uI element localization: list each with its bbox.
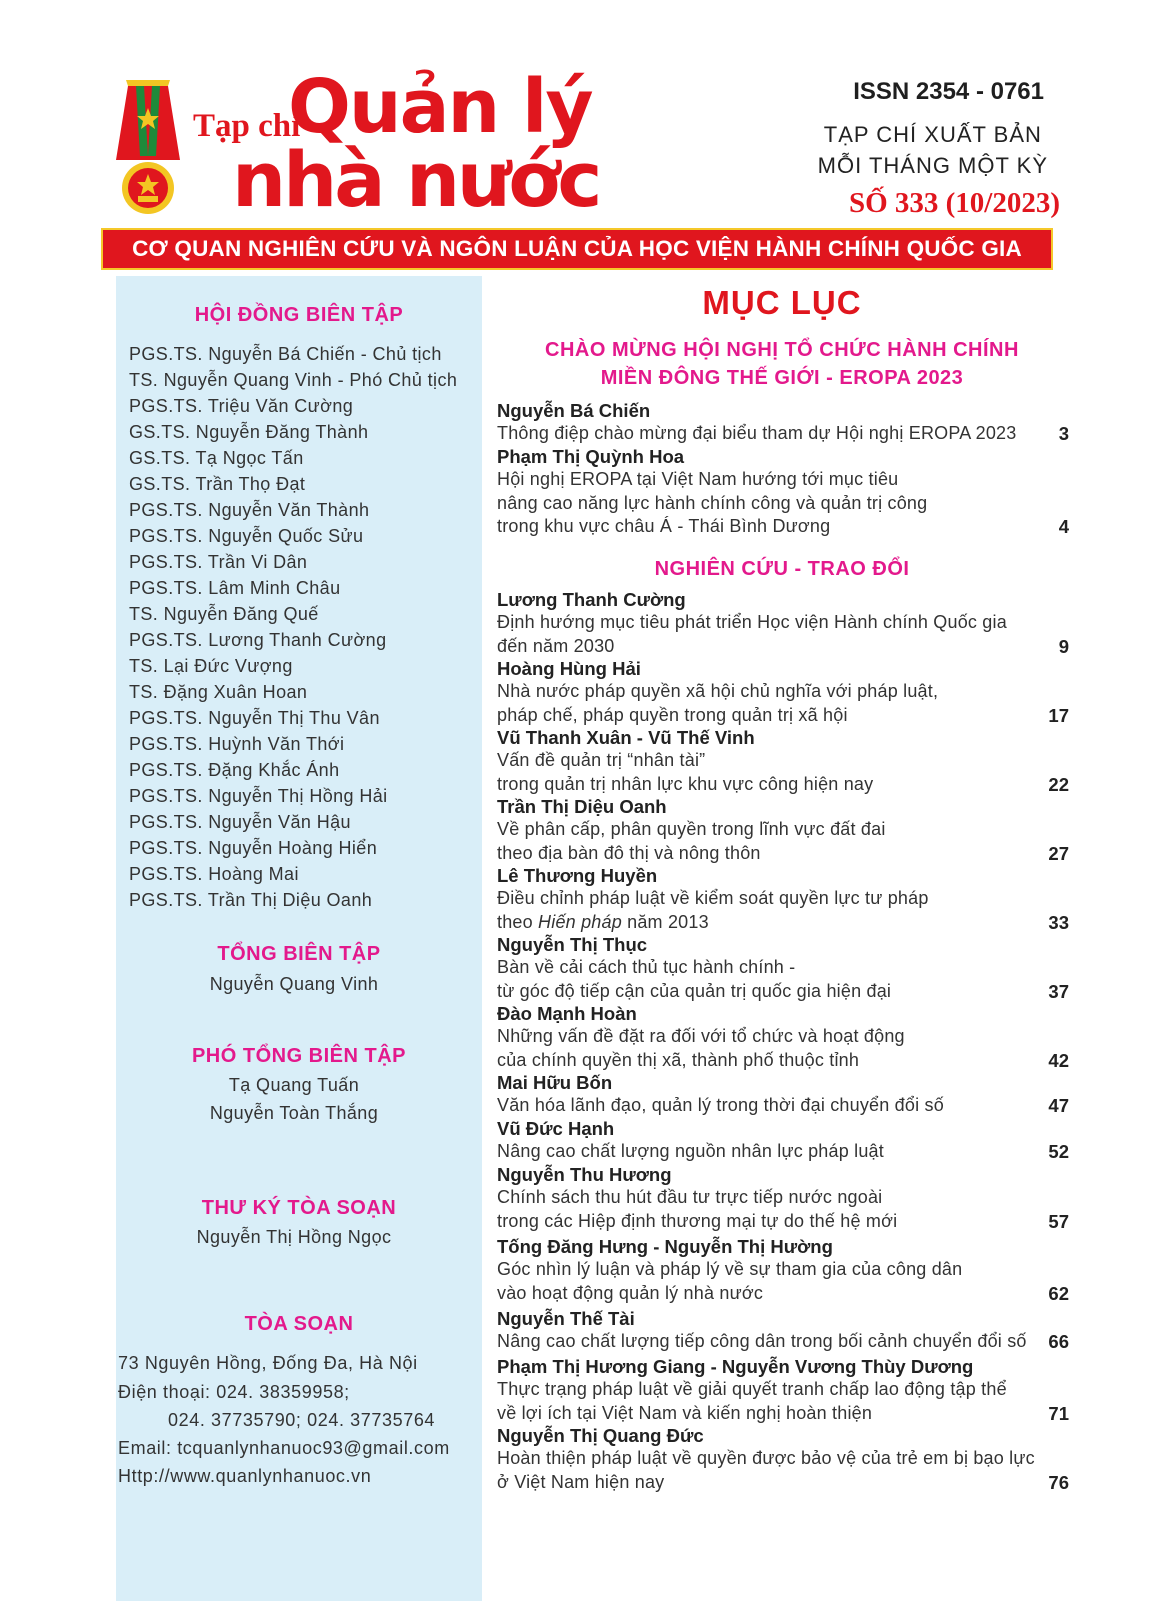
brand-prefix: Tạp chí bbox=[193, 108, 301, 144]
toc-article-title bbox=[497, 912, 709, 933]
toc-title: MỤC LỤC bbox=[702, 284, 862, 321]
toc-author: Lê Thương Huyền bbox=[497, 865, 658, 886]
toc-author: Phạm Thị Hương Giang - Nguyễn Vương Thùy Dương bbox=[497, 1356, 974, 1377]
toc-article-title: vào hoạt động quản lý nhà nước bbox=[497, 1282, 764, 1303]
board-member: PGS.TS. Trần Vi Dân bbox=[129, 552, 308, 572]
board-member: PGS.TS. Trần Thị Diệu Oanh bbox=[129, 890, 373, 910]
toc-author: Phạm Thị Quỳnh Hoa bbox=[497, 446, 685, 467]
toc-article-title: về lợi ích tại Việt Nam và kiến nghị hoàn thiện bbox=[497, 1402, 873, 1423]
deputy-editors-heading: PHÓ TỔNG BIÊN TẬP bbox=[191, 1045, 407, 1067]
toc-article-title: Nâng cao chất lượng nguồn nhân lực pháp luật bbox=[497, 1141, 884, 1161]
board-member: PGS.TS. Triệu Văn Cường bbox=[129, 396, 354, 416]
toc-article-title: Thông điệp chào mừng đại biểu tham dự Hội nghị EROPA 2023 bbox=[497, 423, 1017, 443]
deputy-editor-name: Nguyễn Toàn Thắng bbox=[209, 1103, 379, 1123]
toc-page-number: 57 bbox=[1048, 1210, 1069, 1232]
secretary-heading: THƯ KÝ TÒA SOẠN bbox=[201, 1197, 397, 1219]
board-member: PGS.TS. Nguyễn Bá Chiến - Chủ tịch bbox=[129, 344, 442, 364]
toc-section-line: CHÀO MỪNG HỘI NGHỊ TỔ CHỨC HÀNH CHÍNH bbox=[545, 339, 1019, 361]
board-member: TS. Nguyễn Quang Vinh - Phó Chủ tịch bbox=[129, 370, 458, 390]
toc-article-title: Văn hóa lãnh đạo, quản lý trong thời đại chuyển đổi số bbox=[497, 1095, 944, 1115]
toc-page-number: 9 bbox=[1058, 635, 1069, 657]
office-email: Email: tcquanlynhanuoc93@gmail.com bbox=[118, 1438, 450, 1458]
toc-article-title: Bàn về cải cách thủ tục hành chính - bbox=[497, 957, 796, 977]
toc-author: Lương Thanh Cường bbox=[497, 589, 686, 610]
toc-author: Trần Thị Diệu Oanh bbox=[497, 796, 667, 817]
toc-article-title: của chính quyền thị xã, thành phố thuộc tỉnh bbox=[497, 1049, 860, 1070]
toc-article-title: Định hướng mục tiêu phát triển Học viện Hành chính Quốc gia bbox=[497, 612, 1007, 632]
toc-section-line: MIỀN ĐÔNG THẾ GIỚI - EROPA 2023 bbox=[600, 367, 964, 389]
toc-title-part: Hiến pháp bbox=[538, 911, 622, 932]
board-member: PGS.TS. Huỳnh Văn Thới bbox=[129, 734, 345, 754]
office-heading: TÒA SOẠN bbox=[244, 1313, 354, 1335]
board-member: PGS.TS. Nguyễn Văn Thành bbox=[129, 500, 370, 520]
board-member: PGS.TS. Nguyễn Thị Hồng Hải bbox=[129, 786, 388, 806]
pub-freq-line: MỖI THÁNG MỘT KỲ bbox=[817, 153, 1048, 178]
toc-page-number: 27 bbox=[1048, 842, 1069, 864]
issn-number: ISSN 2354 - 0761 bbox=[853, 78, 1044, 105]
toc-author: Đào Mạnh Hoàn bbox=[497, 1003, 637, 1024]
toc-article-title: Góc nhìn lý luận và pháp lý về sự tham gia của công dân bbox=[497, 1259, 963, 1279]
toc-page-number: 62 bbox=[1048, 1282, 1069, 1304]
toc-page-number: 52 bbox=[1048, 1141, 1069, 1162]
toc-article-title: ở Việt Nam hiện nay bbox=[497, 1471, 665, 1492]
office-address: 73 Nguyên Hồng, Đống Đa, Hà Nội bbox=[118, 1353, 418, 1373]
toc-article-title: Chính sách thu hút đầu tư trực tiếp nước ngoài bbox=[497, 1187, 883, 1207]
board-member: TS. Lại Đức Vượng bbox=[129, 656, 293, 676]
toc-page-number: 33 bbox=[1048, 911, 1069, 933]
board-member: GS.TS. Nguyễn Đăng Thành bbox=[129, 422, 369, 442]
toc-article-title: Điều chỉnh pháp luật về kiểm soát quyền lực tư pháp bbox=[497, 888, 929, 908]
toc-author: Nguyễn Thị Thục bbox=[497, 934, 648, 955]
board-member: PGS.TS. Nguyễn Quốc Sửu bbox=[129, 526, 364, 546]
toc-page-number: 17 bbox=[1048, 704, 1069, 726]
toc-article-title: trong khu vực châu Á - Thái Bình Dương bbox=[497, 516, 831, 536]
toc-title-part: theo bbox=[497, 911, 539, 932]
board-member: TS. Đặng Xuân Hoan bbox=[129, 682, 308, 702]
board-member: PGS.TS. Nguyễn Hoàng Hiển bbox=[129, 838, 378, 858]
toc-article-title: Những vấn đề đặt ra đối với tổ chức và hoạt động bbox=[497, 1026, 905, 1046]
toc-article-title: trong các Hiệp định thương mại tự do thế hệ mới bbox=[497, 1210, 898, 1231]
toc-author: Nguyễn Thị Quang Đức bbox=[497, 1425, 704, 1446]
toc-section-heading bbox=[482, 336, 1082, 392]
toc-article-title: theo địa bàn đô thị và nông thôn bbox=[497, 842, 761, 863]
toc-section-heading: NGHIÊN CỨU - TRAO ĐỔI bbox=[654, 558, 910, 580]
toc-article-title: Hoàn thiện pháp luật về quyền được bảo vệ của trẻ em bị bạo lực bbox=[497, 1448, 1035, 1468]
toc-article-title: Thực trạng pháp luật về giải quyết tranh chấp lao động tập thể bbox=[497, 1379, 1007, 1399]
toc-article-title: trong quản trị nhân lực khu vực công hiện nay bbox=[497, 773, 874, 794]
editor-in-chief-heading: TỔNG BIÊN TẬP bbox=[217, 943, 381, 965]
toc-article-title: Nâng cao chất lượng tiếp công dân trong bối cảnh chuyển đổi số bbox=[497, 1331, 1027, 1351]
toc-page-number: 4 bbox=[1058, 516, 1069, 537]
toc-author: Hoàng Hùng Hải bbox=[497, 658, 641, 679]
toc-page-number: 37 bbox=[1048, 980, 1069, 1002]
medal-emblem-icon bbox=[112, 78, 184, 218]
office-phone: Điện thoại: 024. 38359958; bbox=[118, 1382, 350, 1402]
toc-author: Vũ Thanh Xuân - Vũ Thế Vinh bbox=[497, 727, 755, 748]
board-heading: HỘI ĐỒNG BIÊN TẬP bbox=[194, 304, 404, 326]
issue-number: SỐ 333 (10/2023) bbox=[848, 187, 1060, 219]
toc-article-title: từ góc độ tiếp cận của quản trị quốc gia hiện đại bbox=[497, 980, 892, 1001]
office-website: Http://www.quanlynhanuoc.vn bbox=[118, 1466, 372, 1486]
toc-author: Nguyễn Thu Hương bbox=[497, 1164, 672, 1185]
board-member: PGS.TS. Đặng Khắc Ánh bbox=[129, 760, 340, 780]
office-phone-more: 024. 37735790; 024. 37735764 bbox=[168, 1410, 436, 1430]
publication-frequency bbox=[818, 119, 1048, 181]
toc-page-number: 76 bbox=[1048, 1471, 1069, 1493]
board-member: TS. Nguyễn Đăng Quế bbox=[129, 604, 319, 624]
brand-title-line1: Quản lý bbox=[288, 64, 592, 150]
toc-author: Nguyễn Thế Tài bbox=[497, 1308, 635, 1329]
toc-page-number: 22 bbox=[1048, 773, 1069, 795]
toc-article-title: pháp chế, pháp quyền trong quản trị xã hội bbox=[497, 704, 848, 725]
toc-author: Vũ Đức Hạnh bbox=[497, 1118, 615, 1139]
toc-author: Mai Hữu Bốn bbox=[497, 1072, 613, 1093]
toc-page-number: 3 bbox=[1058, 423, 1069, 444]
deputy-editor-name: Tạ Quang Tuấn bbox=[228, 1075, 360, 1095]
board-member: GS.TS. Trần Thọ Đạt bbox=[129, 474, 306, 494]
toc-article-title: đến năm 2030 bbox=[497, 635, 615, 656]
board-member: GS.TS. Tạ Ngọc Tấn bbox=[129, 448, 304, 468]
toc-title-part: năm 2013 bbox=[621, 911, 709, 932]
toc-author: Tống Đăng Hưng - Nguyễn Thị Hường bbox=[497, 1236, 833, 1257]
toc-article-title: Hội nghị EROPA tại Việt Nam hướng tới mục tiêu bbox=[497, 469, 899, 489]
board-member: PGS.TS. Lương Thanh Cường bbox=[129, 630, 387, 650]
toc-page-number: 66 bbox=[1048, 1331, 1069, 1352]
toc-article-title: nâng cao năng lực hành chính công và quản trị công bbox=[497, 492, 928, 513]
toc-author: Nguyễn Bá Chiến bbox=[497, 400, 651, 421]
header-banner bbox=[101, 228, 1053, 270]
board-member: PGS.TS. Nguyễn Thị Thu Vân bbox=[129, 708, 380, 728]
toc-article-title: Về phân cấp, phân quyền trong lĩnh vực đất đai bbox=[497, 819, 886, 839]
secretary-name: Nguyễn Thị Hồng Ngọc bbox=[196, 1227, 392, 1247]
toc-page-number: 42 bbox=[1048, 1049, 1069, 1071]
banner-text: CƠ QUAN NGHIÊN CỨU VÀ NGÔN LUẬN CỦA HỌC VIỆN HÀNH CHÍNH QUỐC GIA bbox=[132, 236, 1022, 261]
toc-article-title: Vấn đề quản trị “nhân tài” bbox=[497, 750, 706, 770]
editorial-panel bbox=[116, 276, 482, 1601]
toc-article-title: Nhà nước pháp quyền xã hội chủ nghĩa với pháp luật, bbox=[497, 681, 939, 701]
brand-title-line2: nhà nước bbox=[232, 135, 600, 224]
pub-freq-line: TẠP CHÍ XUẤT BẢN bbox=[823, 122, 1042, 147]
editor-in-chief-name: Nguyễn Quang Vinh bbox=[209, 974, 379, 994]
toc-page-number: 71 bbox=[1048, 1402, 1069, 1424]
board-member: PGS.TS. Nguyễn Văn Hậu bbox=[129, 812, 351, 832]
toc-page-number: 47 bbox=[1048, 1095, 1069, 1116]
board-member: PGS.TS. Hoàng Mai bbox=[129, 864, 299, 884]
board-member: PGS.TS. Lâm Minh Châu bbox=[129, 578, 341, 598]
